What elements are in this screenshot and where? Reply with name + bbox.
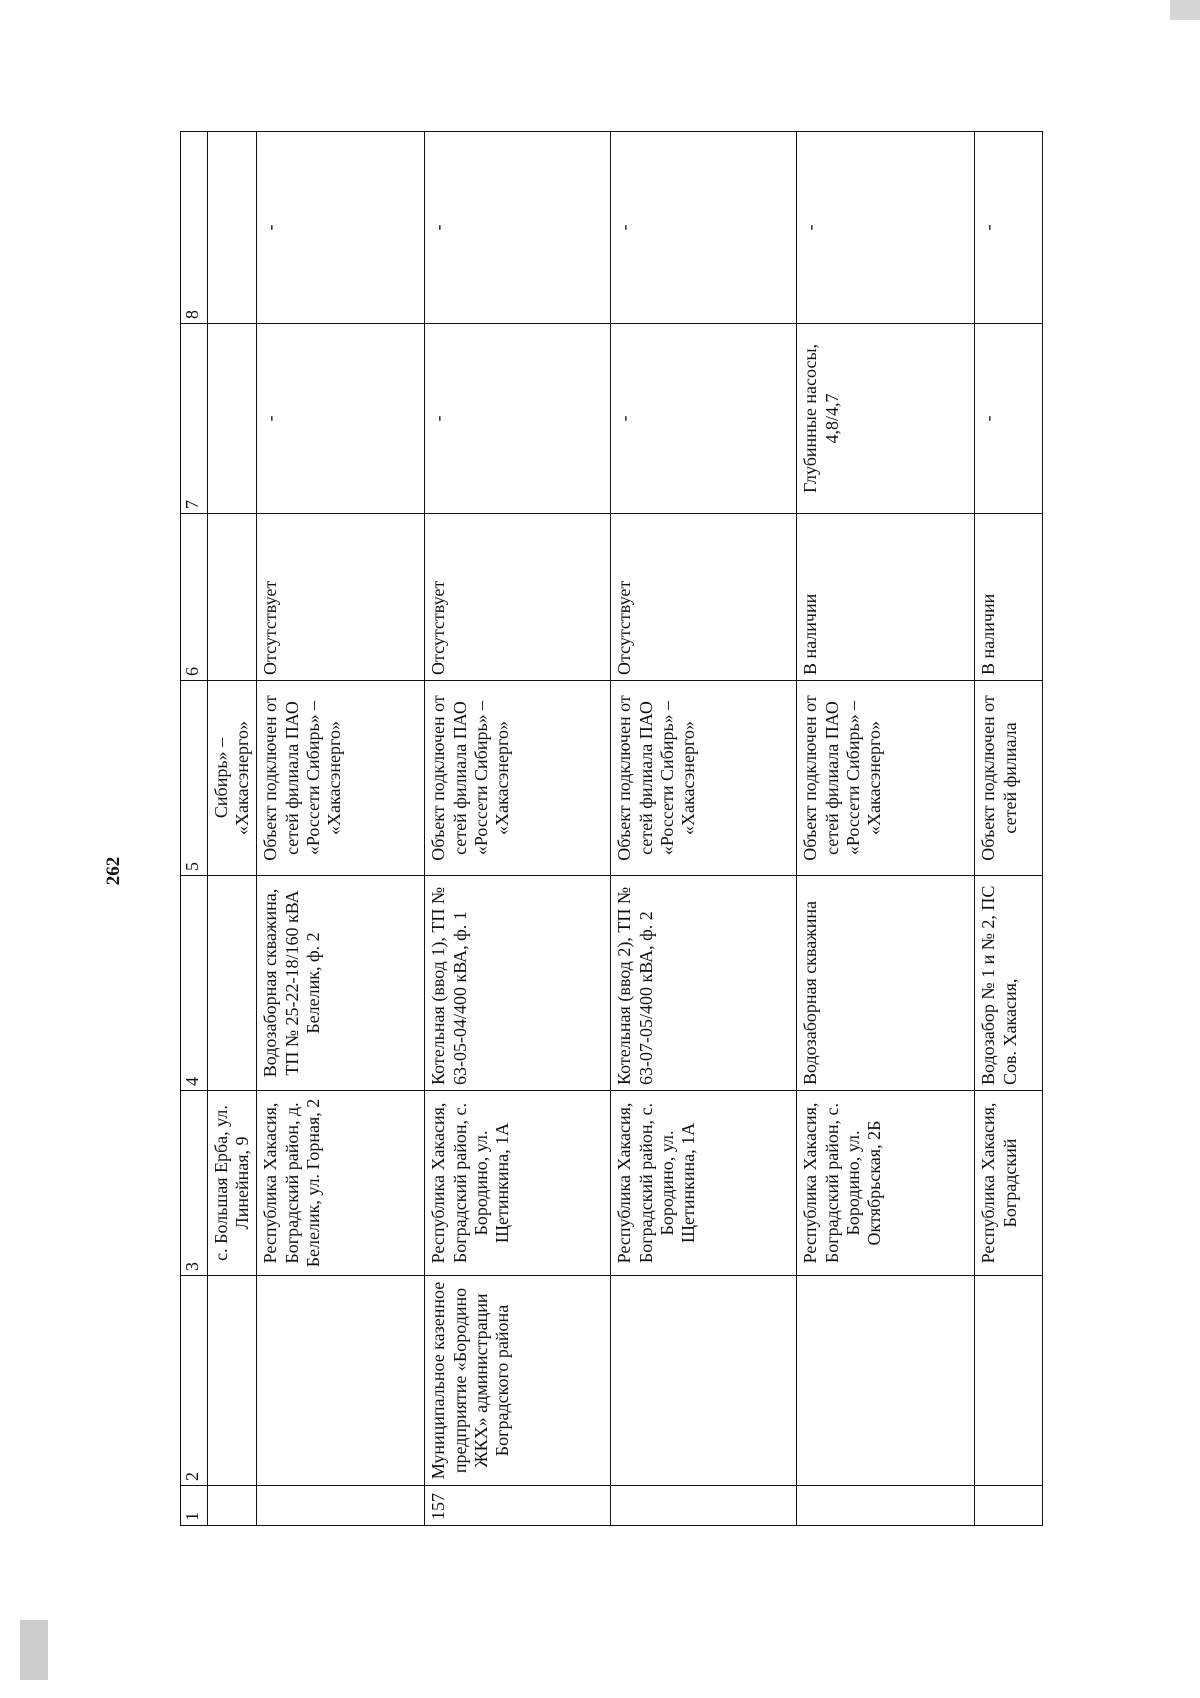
cell-organization [797, 1276, 975, 1486]
cell-object: Водозаборная скважина [797, 876, 975, 1091]
col-header-2: 2 [181, 1276, 208, 1486]
cell-col8: - [797, 132, 975, 324]
data-table [180, 131, 1043, 1526]
cell-col8 [208, 132, 257, 324]
cell-number [611, 1486, 797, 1526]
cell-object: Водозабор № 1 и № 2, ПС Сов. Хакасия, [975, 876, 1043, 1091]
cell-col8: - [975, 132, 1043, 324]
cell-col8: - [425, 132, 611, 324]
cell-equipment: - [611, 324, 797, 514]
cell-connection: Объект подключен от сетей филиала ПАО «Россети Сибирь» – «Хакасэнерго» [797, 681, 975, 876]
cell-equipment: - [425, 324, 611, 514]
cell-connection: Объект подключен от сетей филиала [975, 681, 1043, 876]
table-row [975, 132, 1043, 1526]
cell-address: Республика Хакасия, Боградский район, с. Бородино, ул. Октябрьская, 2Б [797, 1091, 975, 1276]
col-header-8: 8 [181, 132, 208, 324]
cell-number [975, 1486, 1043, 1526]
page-number: 262 [103, 856, 124, 886]
cell-object: Котельная (ввод 2), ТП № 63-07-05/400 кВА, ф. 2 [611, 876, 797, 1091]
cell-connection: Сибирь» – «Хакасэнерго» [208, 681, 257, 876]
table-row [611, 132, 797, 1526]
rotated-table-wrapper [180, 132, 1035, 1526]
cell-organization [257, 1276, 425, 1486]
cell-equipment: - [257, 324, 425, 514]
cell-availability: Отсутствует [257, 514, 425, 681]
cell-address: Республика Хакасия, Боградский район, с. Бородино, ул. Щетинкина, 1А [425, 1091, 611, 1276]
cell-equipment [208, 324, 257, 514]
table-row [425, 132, 611, 1526]
table-row [208, 132, 257, 1526]
cell-number [208, 1486, 257, 1526]
cell-address: Республика Хакасия, Боградский район, д. Белелик, ул. Горная, 2 [257, 1091, 425, 1276]
cell-col8: - [257, 132, 425, 324]
cell-availability: В наличии [797, 514, 975, 681]
cell-organization: Муниципальное казенное предприятие «Бородино ЖКХ» администрации Боградского района [425, 1276, 611, 1486]
cell-availability: Отсутствует [425, 514, 611, 681]
col-header-4: 4 [181, 876, 208, 1091]
cell-organization [208, 1276, 257, 1486]
table-row [257, 132, 425, 1526]
col-header-6: 6 [181, 514, 208, 681]
col-header-5: 5 [181, 681, 208, 876]
cell-equipment: Глубинные насосы, 4,8/4,7 [797, 324, 975, 514]
cell-availability: В наличии [975, 514, 1043, 681]
cell-availability [208, 514, 257, 681]
cell-address: Республика Хакасия, Боградский [975, 1091, 1043, 1276]
scan-artifact [20, 1620, 48, 1680]
cell-col8: - [611, 132, 797, 324]
col-header-1: 1 [181, 1486, 208, 1526]
col-header-3: 3 [181, 1091, 208, 1276]
cell-number: 157 [425, 1486, 611, 1526]
scan-artifact [1170, 0, 1200, 20]
cell-object: Водозаборная скважина, ТП № 25-22-18/160 кВА Белелик, ф. 2 [257, 876, 425, 1091]
cell-object [208, 876, 257, 1091]
cell-number [797, 1486, 975, 1526]
cell-connection: Объект подключен от сетей филиала ПАО «Россети Сибирь» – «Хакасэнерго» [425, 681, 611, 876]
cell-address: с. Большая Ерба, ул. Линейная, 9 [208, 1091, 257, 1276]
cell-object: Котельная (ввод 1), ТП № 63-05-04/400 кВА, ф. 1 [425, 876, 611, 1091]
cell-number [257, 1486, 425, 1526]
cell-connection: Объект подключен от сетей филиала ПАО «Россети Сибирь» – «Хакасэнерго» [611, 681, 797, 876]
header-row [181, 132, 208, 1526]
table-row [797, 132, 975, 1526]
cell-connection: Объект подключен от сетей филиала ПАО «Россети Сибирь» – «Хакасэнерго» [257, 681, 425, 876]
col-header-7: 7 [181, 324, 208, 514]
cell-equipment: - [975, 324, 1043, 514]
cell-organization [975, 1276, 1043, 1486]
cell-address: Республика Хакасия, Боградский район, с. Бородино, ул. Щетинкина, 1А [611, 1091, 797, 1276]
cell-organization [611, 1276, 797, 1486]
cell-availability: Отсутствует [611, 514, 797, 681]
